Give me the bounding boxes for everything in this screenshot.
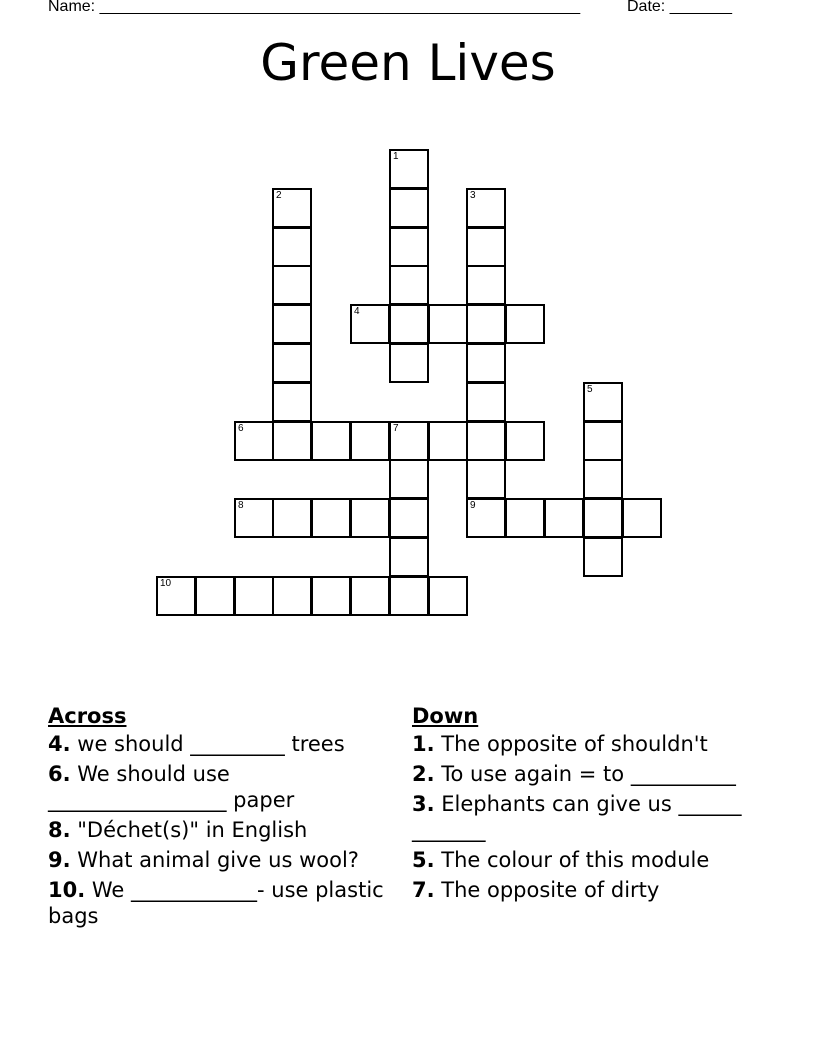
clue-number-label: 4. [48, 732, 71, 756]
clue-number-label: 3. [412, 792, 435, 816]
crossword-cell[interactable] [583, 421, 623, 461]
date-field-label: Date: _______ [627, 0, 732, 15]
crossword-cell[interactable] [311, 421, 351, 461]
clue-text: What animal give us wool? [70, 848, 359, 872]
crossword-cell[interactable] [234, 576, 274, 616]
clue-number: 7 [393, 423, 399, 434]
clue-number: 9 [470, 500, 476, 511]
clue-number: 2 [276, 190, 282, 201]
crossword-cell[interactable] [428, 421, 468, 461]
clue-number-label: 9. [48, 848, 71, 872]
crossword-cell[interactable] [389, 188, 429, 228]
crossword-cell[interactable] [466, 498, 506, 538]
crossword-cell[interactable] [272, 227, 312, 267]
crossword-cell[interactable] [272, 576, 312, 616]
clue-number-label: 10. [48, 878, 86, 902]
crossword-cell[interactable] [466, 421, 506, 461]
clue-text: Elephants can give us ______ _______ [412, 792, 742, 842]
name-field-label: Name: ______________________________________________________ [48, 0, 581, 15]
crossword-cell[interactable] [389, 227, 429, 267]
crossword-cell[interactable] [272, 343, 312, 383]
clue-number-label: 1. [412, 732, 435, 756]
clue-text: We should use _________________ paper [48, 762, 295, 812]
crossword-cell[interactable] [466, 459, 506, 499]
crossword-cell[interactable] [350, 304, 390, 344]
clue-number: 1 [393, 151, 399, 162]
crossword-cell[interactable] [389, 459, 429, 499]
crossword-cell[interactable] [466, 227, 506, 267]
across-clue [48, 731, 388, 757]
crossword-cell[interactable] [272, 421, 312, 461]
crossword-cell[interactable] [389, 537, 429, 577]
clue-number: 8 [238, 500, 244, 511]
down-heading: Down [412, 704, 479, 728]
crossword-cell[interactable] [272, 265, 312, 305]
clue-text: we should _________ trees [70, 732, 345, 756]
across-clue [48, 817, 388, 843]
down-clues [412, 703, 752, 907]
clue-number: 10 [160, 578, 172, 589]
crossword-cell[interactable] [505, 421, 545, 461]
crossword-cell[interactable] [156, 576, 196, 616]
crossword-cell[interactable] [466, 343, 506, 383]
crossword-cell[interactable] [583, 537, 623, 577]
clue-number-label: 5. [412, 848, 435, 872]
clue-text: The colour of this module [434, 848, 710, 872]
clue-number-label: 6. [48, 762, 71, 786]
clue-text: The opposite of dirty [434, 878, 660, 902]
crossword-cell[interactable] [389, 265, 429, 305]
crossword-cell[interactable] [234, 421, 274, 461]
down-clue [412, 877, 752, 903]
crossword-cell[interactable] [622, 498, 662, 538]
crossword-cell[interactable] [272, 188, 312, 228]
crossword-cell[interactable] [505, 304, 545, 344]
down-clue [412, 847, 752, 873]
crossword-cell[interactable] [350, 421, 390, 461]
clue-number: 6 [238, 423, 244, 434]
clue-number-label: 7. [412, 878, 435, 902]
clue-number: 3 [470, 190, 476, 201]
page-title: Green Lives [260, 34, 556, 92]
crossword-cell[interactable] [350, 498, 390, 538]
across-clue [48, 847, 388, 873]
crossword-cell[interactable] [234, 498, 274, 538]
crossword-cell[interactable] [389, 421, 429, 461]
clue-number-label: 8. [48, 818, 71, 842]
crossword-cell[interactable] [544, 498, 584, 538]
crossword-cell[interactable] [466, 304, 506, 344]
crossword-cell[interactable] [389, 576, 429, 616]
crossword-cell[interactable] [583, 459, 623, 499]
crossword-cell[interactable] [389, 304, 429, 344]
crossword-cell[interactable] [583, 498, 623, 538]
crossword-cell[interactable] [350, 576, 390, 616]
crossword-cell[interactable] [428, 576, 468, 616]
crossword-cell[interactable] [389, 149, 429, 189]
clue-text: "Déchet(s)" in English [70, 818, 308, 842]
crossword-cell[interactable] [389, 498, 429, 538]
crossword-cell[interactable] [272, 498, 312, 538]
crossword-cell[interactable] [389, 343, 429, 383]
crossword-cell[interactable] [272, 304, 312, 344]
crossword-cell[interactable] [311, 576, 351, 616]
down-clue [412, 791, 752, 843]
across-clue [48, 761, 388, 813]
crossword-cell[interactable] [466, 188, 506, 228]
clue-number: 5 [587, 384, 593, 395]
crossword-cell[interactable] [583, 382, 623, 422]
crossword-cell[interactable] [272, 382, 312, 422]
across-clue [48, 877, 388, 929]
clue-number: 4 [354, 306, 360, 317]
clue-text: The opposite of shouldn't [434, 732, 708, 756]
crossword-cell[interactable] [195, 576, 235, 616]
clue-text: To use again = to __________ [434, 762, 736, 786]
down-clue [412, 731, 752, 757]
clue-text: We ____________- use plastic bags [48, 878, 384, 928]
crossword-cell[interactable] [466, 382, 506, 422]
clue-number-label: 2. [412, 762, 435, 786]
across-heading: Across [48, 704, 127, 728]
down-clue [412, 761, 752, 787]
across-clues [48, 703, 388, 933]
crossword-cell[interactable] [311, 498, 351, 538]
crossword-cell[interactable] [505, 498, 545, 538]
crossword-cell[interactable] [428, 304, 468, 344]
crossword-cell[interactable] [466, 265, 506, 305]
